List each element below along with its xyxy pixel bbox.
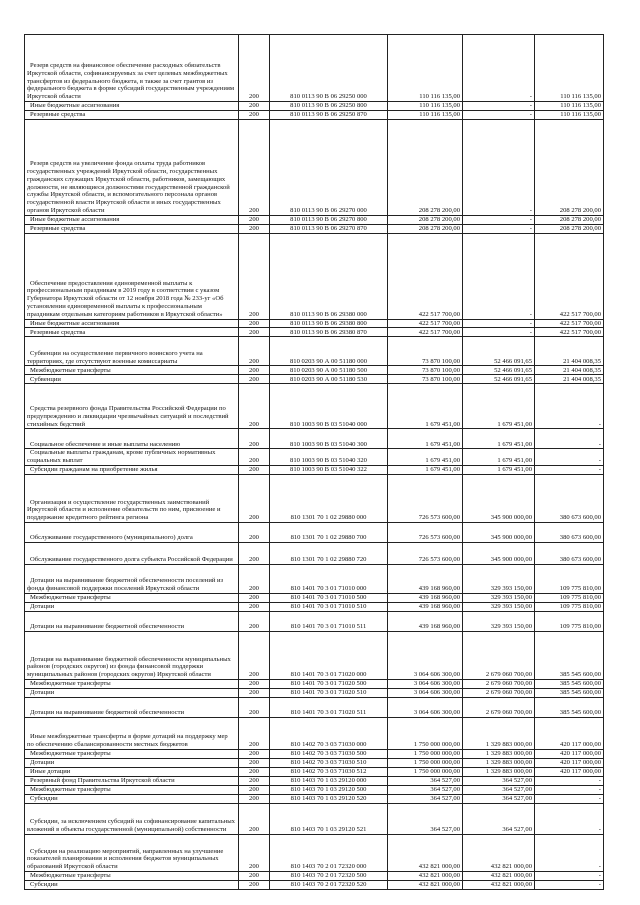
table-row (25, 758, 604, 767)
row-name: Резервные средства (25, 110, 239, 119)
row-executed-amount: 345 900 000,00 (463, 474, 535, 522)
row-unexecuted-amount: 21 404 008,35 (535, 337, 604, 366)
row-budget-code: 810 1401 70 3 01 71010 500 (270, 593, 388, 602)
row-name: Дотации на выравнивание бюджетной обеспеченности (25, 611, 239, 631)
row-line-code: 200 (239, 564, 270, 593)
row-name: Иные бюджетные ассигнования (25, 319, 239, 328)
row-approved-amount: 726 573 600,00 (388, 474, 463, 522)
row-line-code: 200 (239, 542, 270, 564)
row-budget-code: 810 1003 90 В 03 51040 320 (270, 449, 388, 466)
row-name: Субсидии (25, 880, 239, 889)
row-executed-amount: 329 393 150,00 (463, 564, 535, 593)
row-name: Дотации (25, 758, 239, 767)
row-budget-code: 810 0113 90 В 06 29250 800 (270, 102, 388, 111)
row-line-code: 200 (239, 215, 270, 224)
row-unexecuted-amount: 110 116 135,00 (535, 110, 604, 119)
row-line-code: 200 (239, 522, 270, 542)
row-approved-amount: 1 750 000 000,00 (388, 758, 463, 767)
row-name: Иные дотации (25, 767, 239, 776)
row-budget-code: 810 0113 90 В 06 29250 870 (270, 110, 388, 119)
row-executed-amount: 329 393 150,00 (463, 593, 535, 602)
row-executed-amount: 364 527,00 (463, 794, 535, 803)
row-line-code: 200 (239, 110, 270, 119)
row-approved-amount: 3 064 606 300,00 (388, 679, 463, 688)
row-executed-amount: 329 393 150,00 (463, 611, 535, 631)
row-unexecuted-amount: 109 775 810,00 (535, 593, 604, 602)
row-executed-amount: 1 329 883 000,00 (463, 749, 535, 758)
row-approved-amount: 422 517 700,00 (388, 233, 463, 319)
row-line-code: 200 (239, 697, 270, 717)
table-row (25, 880, 604, 889)
budget-table-body (25, 35, 604, 890)
row-approved-amount: 110 116 135,00 (388, 102, 463, 111)
row-budget-code: 810 0113 90 В 06 29380 870 (270, 328, 388, 337)
row-approved-amount: 1 750 000 000,00 (388, 767, 463, 776)
table-row (25, 776, 604, 785)
row-line-code: 200 (239, 767, 270, 776)
row-executed-amount: 52 466 091,65 (463, 366, 535, 375)
row-unexecuted-amount: - (535, 384, 604, 429)
row-unexecuted-amount: - (535, 803, 604, 834)
row-executed-amount: 345 900 000,00 (463, 542, 535, 564)
table-row (25, 794, 604, 803)
table-row (25, 449, 604, 466)
row-unexecuted-amount: 380 673 600,00 (535, 542, 604, 564)
row-executed-amount: 1 329 883 000,00 (463, 758, 535, 767)
table-row (25, 631, 604, 679)
row-executed-amount: 364 527,00 (463, 803, 535, 834)
row-name: Средства резервного фонда Правительства Российской Федерации по предупреждению и ликвидации чрезвычайных ситуаций и последствий стихийных бедствий (25, 384, 239, 429)
row-line-code: 200 (239, 758, 270, 767)
row-executed-amount: 364 527,00 (463, 785, 535, 794)
row-line-code: 200 (239, 35, 270, 102)
row-unexecuted-amount: 21 404 008,35 (535, 366, 604, 375)
row-unexecuted-amount: 422 517 700,00 (535, 328, 604, 337)
row-budget-code: 810 1401 70 3 01 71010 000 (270, 564, 388, 593)
row-name: Межбюджетные трансферты (25, 679, 239, 688)
row-unexecuted-amount: 110 116 135,00 (535, 35, 604, 102)
row-budget-code: 810 1301 70 1 02 29880 000 (270, 474, 388, 522)
row-name: Резервные средства (25, 224, 239, 233)
row-approved-amount: 439 168 960,00 (388, 602, 463, 611)
table-row (25, 749, 604, 758)
row-budget-code: 810 0113 90 В 06 29270 000 (270, 119, 388, 215)
row-budget-code: 810 1402 70 3 03 71030 512 (270, 767, 388, 776)
row-budget-code: 810 1401 70 3 01 71020 500 (270, 679, 388, 688)
row-approved-amount: 110 116 135,00 (388, 35, 463, 102)
row-budget-code: 810 1003 90 В 03 51040 322 (270, 465, 388, 474)
row-name: Социальное обеспечение и иные выплаты населению (25, 429, 239, 449)
row-line-code: 200 (239, 375, 270, 384)
row-budget-code: 810 1401 70 3 01 71020 000 (270, 631, 388, 679)
row-unexecuted-amount: 380 673 600,00 (535, 522, 604, 542)
row-name: Межбюджетные трансферты (25, 593, 239, 602)
row-line-code: 200 (239, 785, 270, 794)
row-budget-code: 810 1401 70 3 01 71020 511 (270, 697, 388, 717)
row-line-code: 200 (239, 102, 270, 111)
row-unexecuted-amount: 422 517 700,00 (535, 319, 604, 328)
row-name: Субсидии (25, 794, 239, 803)
row-unexecuted-amount: 385 545 600,00 (535, 631, 604, 679)
row-name: Социальные выплаты гражданам, кроме публичных нормативных социальных выплат (25, 449, 239, 466)
row-unexecuted-amount: 420 117 000,00 (535, 767, 604, 776)
row-name: Обслуживание государственного (муниципального) долга (25, 522, 239, 542)
row-budget-code: 810 1401 70 3 01 71010 510 (270, 602, 388, 611)
row-name: Межбюджетные трансферты (25, 749, 239, 758)
row-approved-amount: 432 821 000,00 (388, 834, 463, 871)
row-approved-amount: 3 064 606 300,00 (388, 631, 463, 679)
row-budget-code: 810 1403 70 1 03 29120 520 (270, 794, 388, 803)
row-line-code: 200 (239, 631, 270, 679)
table-row (25, 328, 604, 337)
row-approved-amount: 208 278 200,00 (388, 119, 463, 215)
row-budget-code: 810 1402 70 3 03 71030 500 (270, 749, 388, 758)
row-unexecuted-amount: 208 278 200,00 (535, 224, 604, 233)
table-row (25, 366, 604, 375)
row-name: Резервный фонд Правительства Иркутской области (25, 776, 239, 785)
row-budget-code: 810 1403 70 1 03 29120 521 (270, 803, 388, 834)
row-line-code: 200 (239, 233, 270, 319)
row-name: Дотация на выравнивание бюджетной обеспеченности муниципальных районов (городских округов) из фонда финансовой поддержки муниципальных районов (городских округов) Иркутской области (25, 631, 239, 679)
row-approved-amount: 1 679 451,00 (388, 465, 463, 474)
row-line-code: 200 (239, 679, 270, 688)
row-unexecuted-amount: - (535, 776, 604, 785)
row-name: Организация и осуществление государственных заимствований Иркутской области и исполнение обязательств по ним, присвоение и поддержание кредитного рейтинга региона (25, 474, 239, 522)
row-executed-amount: 1 679 451,00 (463, 465, 535, 474)
row-executed-amount: - (463, 215, 535, 224)
row-unexecuted-amount: 380 673 600,00 (535, 474, 604, 522)
row-budget-code: 810 1401 70 3 01 71010 511 (270, 611, 388, 631)
table-row (25, 224, 604, 233)
row-executed-amount: 1 329 883 000,00 (463, 717, 535, 749)
row-approved-amount: 432 821 000,00 (388, 871, 463, 880)
row-unexecuted-amount: 385 545 600,00 (535, 688, 604, 697)
row-approved-amount: 3 064 606 300,00 (388, 688, 463, 697)
row-name: Иные бюджетные ассигнования (25, 102, 239, 111)
row-name: Субвенции на осуществление первичного воинского учета на территориях, где отсутствуют военные комиссариаты (25, 337, 239, 366)
row-budget-code: 810 0113 90 В 06 29380 000 (270, 233, 388, 319)
row-executed-amount: 364 527,00 (463, 776, 535, 785)
row-executed-amount: - (463, 233, 535, 319)
row-unexecuted-amount: 422 517 700,00 (535, 233, 604, 319)
row-budget-code: 810 1403 70 2 01 72320 520 (270, 880, 388, 889)
table-row (25, 542, 604, 564)
row-budget-code: 810 0113 90 В 06 29270 800 (270, 215, 388, 224)
row-name: Дотации на выравнивание бюджетной обеспеченности (25, 697, 239, 717)
row-executed-amount: 52 466 091,65 (463, 337, 535, 366)
row-name: Межбюджетные трансферты (25, 785, 239, 794)
row-line-code: 200 (239, 384, 270, 429)
row-line-code: 200 (239, 880, 270, 889)
row-unexecuted-amount: 420 117 000,00 (535, 717, 604, 749)
row-line-code: 200 (239, 717, 270, 749)
table-row (25, 215, 604, 224)
row-approved-amount: 726 573 600,00 (388, 522, 463, 542)
row-budget-code: 810 1003 90 В 03 51040 000 (270, 384, 388, 429)
row-unexecuted-amount: 420 117 000,00 (535, 749, 604, 758)
row-executed-amount: 1 679 451,00 (463, 429, 535, 449)
row-approved-amount: 73 870 100,00 (388, 337, 463, 366)
row-executed-amount: - (463, 224, 535, 233)
row-unexecuted-amount: - (535, 834, 604, 871)
row-name: Субвенции (25, 375, 239, 384)
row-name: Резерв средств на увеличение фонда оплаты труда работников государственных учреждений Иркутской области, государственных гражданских служащих Иркутской области, работников, замещающих должности, не являющиеся должностями государственной гражданской службы Иркутской области, и вспомогательного персонала органов государственной власти Иркутской области и иных государственных органов Иркутской области (25, 119, 239, 215)
row-line-code: 200 (239, 465, 270, 474)
row-executed-amount: 1 679 451,00 (463, 384, 535, 429)
table-row (25, 785, 604, 794)
row-name: Субсидия на реализацию мероприятий, направленных на улучшение показателей планирования и исполнения бюджетов муниципальных образований Иркутской области (25, 834, 239, 871)
row-line-code: 200 (239, 474, 270, 522)
table-row (25, 319, 604, 328)
row-approved-amount: 1 679 451,00 (388, 449, 463, 466)
row-executed-amount: - (463, 35, 535, 102)
table-row (25, 337, 604, 366)
row-executed-amount: 52 466 091,65 (463, 375, 535, 384)
row-executed-amount: 1 679 451,00 (463, 449, 535, 466)
table-row (25, 119, 604, 215)
row-unexecuted-amount: 385 545 600,00 (535, 697, 604, 717)
row-line-code: 200 (239, 449, 270, 466)
row-executed-amount: 432 821 000,00 (463, 834, 535, 871)
row-approved-amount: 73 870 100,00 (388, 375, 463, 384)
row-budget-code: 810 1301 70 1 02 29880 720 (270, 542, 388, 564)
row-unexecuted-amount: - (535, 785, 604, 794)
row-name: Субсидии, за исключением субсидий на софинансирование капитальных вложений в объекты государственной (муниципальной) собственности (25, 803, 239, 834)
row-budget-code: 810 1401 70 3 01 71020 510 (270, 688, 388, 697)
row-executed-amount: - (463, 328, 535, 337)
row-unexecuted-amount: 420 117 000,00 (535, 758, 604, 767)
row-approved-amount: 726 573 600,00 (388, 542, 463, 564)
row-unexecuted-amount: 21 404 008,35 (535, 375, 604, 384)
row-line-code: 200 (239, 776, 270, 785)
row-budget-code: 810 0113 90 В 06 29380 800 (270, 319, 388, 328)
row-line-code: 200 (239, 794, 270, 803)
row-unexecuted-amount: 110 116 135,00 (535, 102, 604, 111)
row-line-code: 200 (239, 429, 270, 449)
row-line-code: 200 (239, 366, 270, 375)
row-executed-amount: 2 679 060 700,00 (463, 697, 535, 717)
row-name: Обеспечение предоставления единовременной выплаты к профессиональным праздникам в 2019 году в соответствии с указом Губернатора Иркутской области от 12 ноября 2018 года № 233-уг «Об установлении единовременной выплаты к профессиональным праздникам отдельным категориям работников в Иркутской области» (25, 233, 239, 319)
row-approved-amount: 422 517 700,00 (388, 328, 463, 337)
row-budget-code: 810 1403 70 2 01 72320 000 (270, 834, 388, 871)
row-name: Иные межбюджетные трансферты в форме дотаций на поддержку мер по обеспечению сбалансированности местных бюджетов (25, 717, 239, 749)
row-approved-amount: 1 679 451,00 (388, 384, 463, 429)
row-executed-amount: - (463, 102, 535, 111)
row-executed-amount: 329 393 150,00 (463, 602, 535, 611)
table-row (25, 697, 604, 717)
table-row (25, 564, 604, 593)
row-name: Резерв средств на финансовое обеспечение расходных обязательств Иркутской области, софинансируемых за счет целевых межбюджетных трансфертов из федерального бюджета, в также за счет грантов из федерального бюджета в форме субсидий государственным учреждениям Иркутской области (25, 35, 239, 102)
row-executed-amount: - (463, 319, 535, 328)
row-unexecuted-amount: 109 775 810,00 (535, 602, 604, 611)
row-name: Дотации (25, 602, 239, 611)
row-name: Резервные средства (25, 328, 239, 337)
row-executed-amount: 345 900 000,00 (463, 522, 535, 542)
row-line-code: 200 (239, 834, 270, 871)
row-approved-amount: 208 278 200,00 (388, 224, 463, 233)
row-budget-code: 810 0113 90 В 06 29270 870 (270, 224, 388, 233)
table-row (25, 474, 604, 522)
row-approved-amount: 364 527,00 (388, 794, 463, 803)
row-line-code: 200 (239, 602, 270, 611)
row-budget-code: 810 0203 90 А 00 51180 500 (270, 366, 388, 375)
row-budget-code: 810 0203 90 А 00 51180 530 (270, 375, 388, 384)
row-line-code: 200 (239, 319, 270, 328)
row-executed-amount: 1 329 883 000,00 (463, 767, 535, 776)
row-line-code: 200 (239, 803, 270, 834)
row-executed-amount: 2 679 060 700,00 (463, 679, 535, 688)
table-row (25, 233, 604, 319)
row-name: Межбюджетные трансферты (25, 366, 239, 375)
table-row (25, 35, 604, 102)
row-name: Дотации на выравнивание бюджетной обеспеченности поселений из фонда финансовой поддержки поселений Иркутской области (25, 564, 239, 593)
row-budget-code: 810 1403 70 1 03 29120 500 (270, 785, 388, 794)
row-executed-amount: - (463, 110, 535, 119)
table-row (25, 522, 604, 542)
row-approved-amount: 439 168 960,00 (388, 611, 463, 631)
table-row (25, 679, 604, 688)
row-executed-amount: 432 821 000,00 (463, 871, 535, 880)
table-row (25, 602, 604, 611)
row-budget-code: 810 1403 70 1 03 29120 000 (270, 776, 388, 785)
row-budget-code: 810 0203 90 А 00 51180 000 (270, 337, 388, 366)
budget-table (24, 34, 604, 890)
row-unexecuted-amount: - (535, 880, 604, 889)
row-approved-amount: 432 821 000,00 (388, 880, 463, 889)
row-executed-amount: 2 679 060 700,00 (463, 631, 535, 679)
row-executed-amount: 2 679 060 700,00 (463, 688, 535, 697)
row-approved-amount: 439 168 960,00 (388, 564, 463, 593)
row-approved-amount: 1 679 451,00 (388, 429, 463, 449)
row-unexecuted-amount: - (535, 429, 604, 449)
table-row (25, 429, 604, 449)
row-line-code: 200 (239, 337, 270, 366)
table-row (25, 110, 604, 119)
row-budget-code: 810 1402 70 3 03 71030 510 (270, 758, 388, 767)
row-approved-amount: 73 870 100,00 (388, 366, 463, 375)
row-unexecuted-amount: - (535, 871, 604, 880)
row-approved-amount: 422 517 700,00 (388, 319, 463, 328)
row-approved-amount: 208 278 200,00 (388, 215, 463, 224)
table-row (25, 688, 604, 697)
row-unexecuted-amount: - (535, 449, 604, 466)
row-approved-amount: 364 527,00 (388, 785, 463, 794)
table-row (25, 593, 604, 602)
row-approved-amount: 3 064 606 300,00 (388, 697, 463, 717)
row-line-code: 200 (239, 871, 270, 880)
row-approved-amount: 439 168 960,00 (388, 593, 463, 602)
row-line-code: 200 (239, 119, 270, 215)
row-budget-code: 810 1003 90 В 03 51040 300 (270, 429, 388, 449)
row-budget-code: 810 1402 70 3 03 71030 000 (270, 717, 388, 749)
table-row (25, 611, 604, 631)
row-name: Межбюджетные трансферты (25, 871, 239, 880)
row-approved-amount: 1 750 000 000,00 (388, 749, 463, 758)
row-unexecuted-amount: - (535, 465, 604, 474)
table-row (25, 465, 604, 474)
row-name: Субсидии гражданам на приобретение жилья (25, 465, 239, 474)
row-line-code: 200 (239, 749, 270, 758)
table-row (25, 717, 604, 749)
row-executed-amount: 432 821 000,00 (463, 880, 535, 889)
row-approved-amount: 364 527,00 (388, 776, 463, 785)
table-row (25, 384, 604, 429)
row-unexecuted-amount: - (535, 794, 604, 803)
row-line-code: 200 (239, 611, 270, 631)
row-name: Иные бюджетные ассигнования (25, 215, 239, 224)
row-unexecuted-amount: 109 775 810,00 (535, 564, 604, 593)
row-approved-amount: 110 116 135,00 (388, 110, 463, 119)
row-unexecuted-amount: 109 775 810,00 (535, 611, 604, 631)
row-line-code: 200 (239, 224, 270, 233)
row-line-code: 200 (239, 688, 270, 697)
row-unexecuted-amount: 208 278 200,00 (535, 215, 604, 224)
row-name: Обслуживание государственного долга субъекта Российской Федерации (25, 542, 239, 564)
row-unexecuted-amount: 385 545 600,00 (535, 679, 604, 688)
row-unexecuted-amount: 208 278 200,00 (535, 119, 604, 215)
row-approved-amount: 364 527,00 (388, 803, 463, 834)
row-name: Дотации (25, 688, 239, 697)
row-line-code: 200 (239, 328, 270, 337)
row-approved-amount: 1 750 000 000,00 (388, 717, 463, 749)
table-row (25, 102, 604, 111)
table-row (25, 871, 604, 880)
table-row (25, 803, 604, 834)
row-budget-code: 810 1301 70 1 02 29880 700 (270, 522, 388, 542)
table-row (25, 375, 604, 384)
row-budget-code: 810 1403 70 2 01 72320 500 (270, 871, 388, 880)
row-budget-code: 810 0113 90 В 06 29250 000 (270, 35, 388, 102)
row-line-code: 200 (239, 593, 270, 602)
table-row (25, 834, 604, 871)
row-executed-amount: - (463, 119, 535, 215)
table-row (25, 767, 604, 776)
